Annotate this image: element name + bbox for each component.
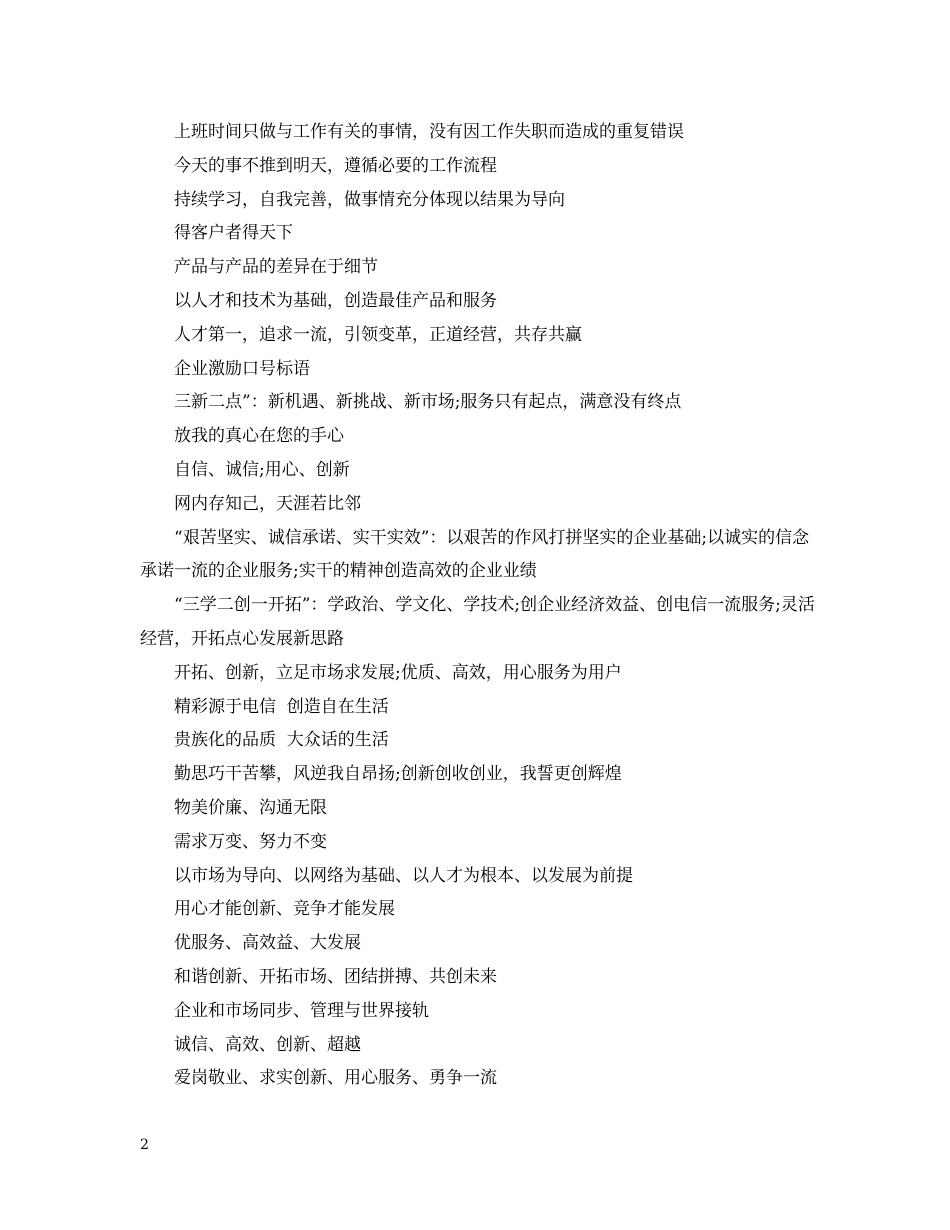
paragraph: 物美价廉、沟通无限	[174, 797, 327, 818]
paragraph: “艰苦坚实、诚信承诺、实干实效”：以艰苦的作风打拼坚实的企业基础;以诚实的信念承诺一流的企业服务;实干的精神创造高效的企业业绩	[140, 527, 810, 582]
paragraph: 用心才能创新、竞争才能发展	[174, 899, 395, 920]
paragraph: 需求万变、努力不变	[174, 831, 327, 852]
paragraph: 以人才和技术为基础，创造最佳产品和服务	[174, 290, 497, 311]
paragraph: 以市场为导向、以网络为基础、以人才为根本、以发展为前提	[174, 865, 633, 886]
paragraph: 得客户者得天下	[174, 223, 293, 244]
paragraph: 今天的事不推到明天，遵循必要的工作流程	[174, 155, 497, 176]
section-heading: 企业激励口号标语	[174, 358, 310, 379]
paragraph: 人才第一，追求一流，引领变革，正道经营，共存共赢	[174, 324, 582, 345]
paragraph: 诚信、高效、创新、超越	[174, 1034, 361, 1055]
paragraph: “三学二创一开拓”：学政治、学文化、学技术;创企业经济效益、创电信一流服务;灵活经营，开拓点心发展新思路	[140, 595, 815, 649]
paragraph: 开拓、创新，立足市场求发展;优质、高效，用心服务为用户	[174, 662, 622, 683]
paragraph: 三新二点”：新机遇、新挑战、新市场;服务只有起点，满意没有终点	[174, 392, 682, 413]
page-number: 2	[140, 1137, 149, 1153]
paragraph: 贵族化的品质 大众话的生活	[174, 730, 389, 751]
paragraph: 爱岗敬业、求实创新、用心服务、勇争一流	[174, 1068, 497, 1089]
paragraph: 勤思巧干苦攀，风逆我自昂扬;创新创收创业，我誓更创辉煌	[174, 764, 622, 785]
paragraph: 和谐创新、开拓市场、团结拼搏、共创未来	[174, 966, 497, 987]
paragraph: 上班时间只做与工作有关的事情，没有因工作失职而造成的重复错误	[174, 122, 684, 142]
paragraph: 产品与产品的差异在于细节	[174, 257, 378, 278]
paragraph: 优服务、高效益、大发展	[174, 933, 361, 954]
document-body	[140, 116, 820, 1096]
paragraph: 企业和市场同步、管理与世界接轨	[174, 1000, 429, 1021]
paragraph: 放我的真心在您的手心	[174, 426, 344, 447]
paragraph: 网内存知己，天涯若比邻	[174, 493, 361, 514]
paragraph: 精彩源于电信 创造自在生活	[174, 696, 389, 717]
paragraph: 自信、诚信;用心、创新	[174, 459, 350, 480]
paragraph: 持续学习，自我完善，做事情充分体现以结果为导向	[174, 189, 565, 210]
